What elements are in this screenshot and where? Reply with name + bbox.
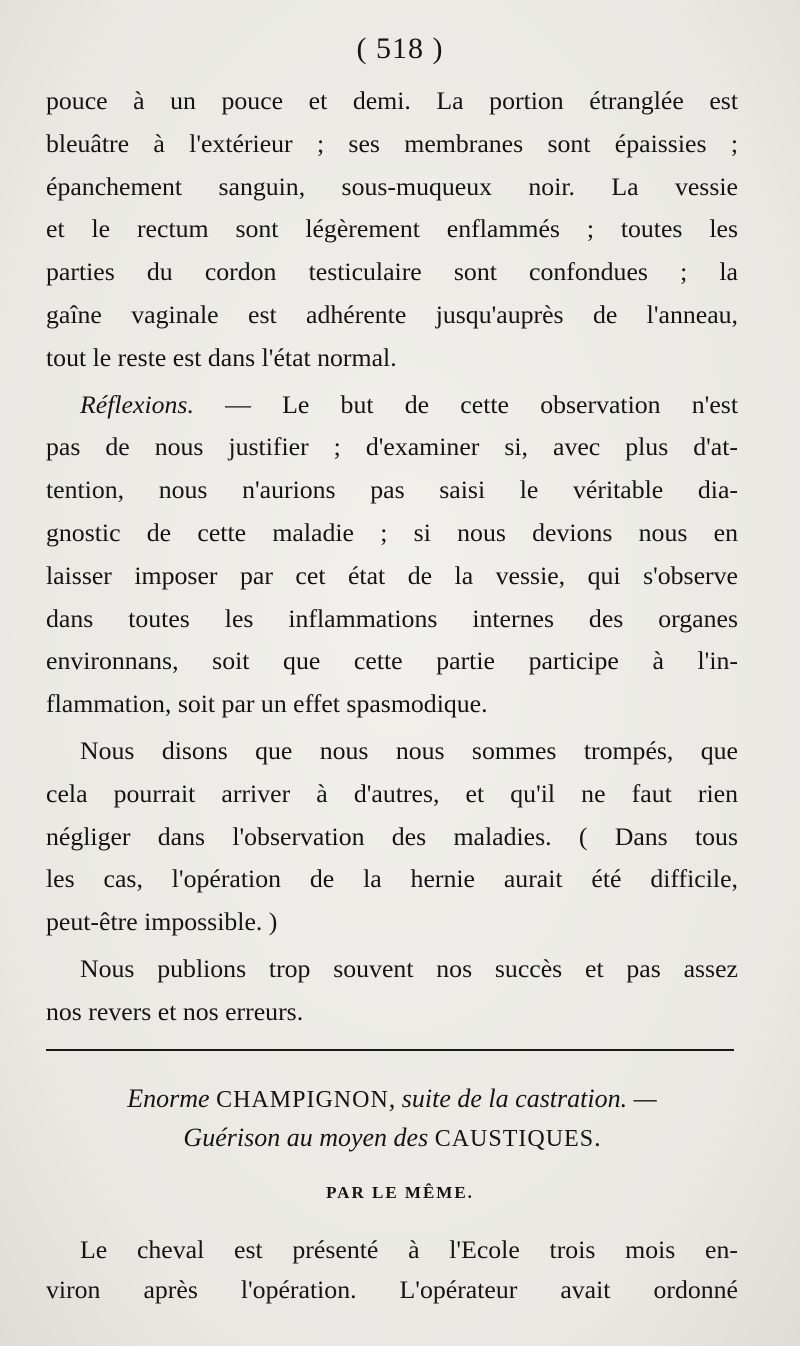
text-line: tout le reste est dans l'état normal. <box>46 342 397 372</box>
article-title <box>46 1080 738 1158</box>
text-line: les cas, l'opération de la hernie aurait été difficile, <box>46 864 738 894</box>
text-line: nos revers et nos erreurs. <box>46 996 304 1026</box>
paragraph-succes <box>46 948 738 1034</box>
text-line: tention, nous n'aurions pas saisi le véritable dia- <box>46 475 738 505</box>
text-line: gaîne vaginale est adhérente jusqu'auprès de l'anneau, <box>46 299 738 329</box>
text-line: bleuâtre à l'extérieur ; ses membranes sont épaissies ; <box>46 128 738 158</box>
section-divider <box>46 1049 734 1051</box>
text-line: pouce à un pouce et demi. La portion étranglée est <box>46 86 738 115</box>
text-line: Le cheval est présenté à l'Ecole trois mois en- <box>80 1235 738 1264</box>
body-text <box>46 80 738 1034</box>
article-body-start <box>46 1230 738 1310</box>
paragraph-autopsy-end <box>46 80 738 380</box>
text-line: dans toutes les inflammations internes des organes <box>46 603 738 633</box>
text-line: laisser imposer par cet état de la vessie, qui s'observe <box>46 560 738 590</box>
page-number: ( 518 ) <box>356 32 444 65</box>
text-line: et le rectum sont légèrement enflammés ; toutes les <box>46 214 738 244</box>
text-line: gnostic de cette maladie ; si nous devions nous en <box>46 517 738 547</box>
text-line: Nous disons que nous nous sommes trompés, que <box>80 735 738 765</box>
reflexions-label: Réflexions. <box>80 389 194 419</box>
title-line-1: Enorme CHAMPIGNON, suite de la castration. — <box>127 1084 657 1113</box>
paragraph-reflexions <box>46 384 738 726</box>
text-line <box>46 384 738 427</box>
byline: PAR LE MÊME. <box>326 1183 474 1202</box>
text-line: épanchement sanguin, sous-muqueux noir. La vessie <box>46 171 738 201</box>
text-line: négliger dans l'observation des maladies. ( Dans tous <box>46 821 738 851</box>
text-line: parties du cordon testiculaire sont confondues ; la <box>46 257 738 287</box>
text-line: cela pourrait arriver à d'autres, et qu'il ne faut rien <box>46 778 738 808</box>
text-fragment: — Le but de cette observation n'est <box>193 389 738 419</box>
text-line: viron après l'opération. L'opérateur avait ordonné <box>46 1275 738 1304</box>
text-line: environnans, soit que cette partie participe à l'in- <box>46 646 738 676</box>
text-line: pas de nous justifier ; d'examiner si, avec plus d'at- <box>46 432 738 462</box>
text-line: peut-être impossible. ) <box>46 907 278 937</box>
title-line-2: Guérison au moyen des CAUSTIQUES. <box>183 1123 601 1152</box>
text-line: flammation, soit par un effet spasmodique. <box>46 689 488 719</box>
text-line: Nous publions trop souvent nos succès et pas assez <box>80 953 738 983</box>
paragraph-trompes <box>46 730 738 944</box>
